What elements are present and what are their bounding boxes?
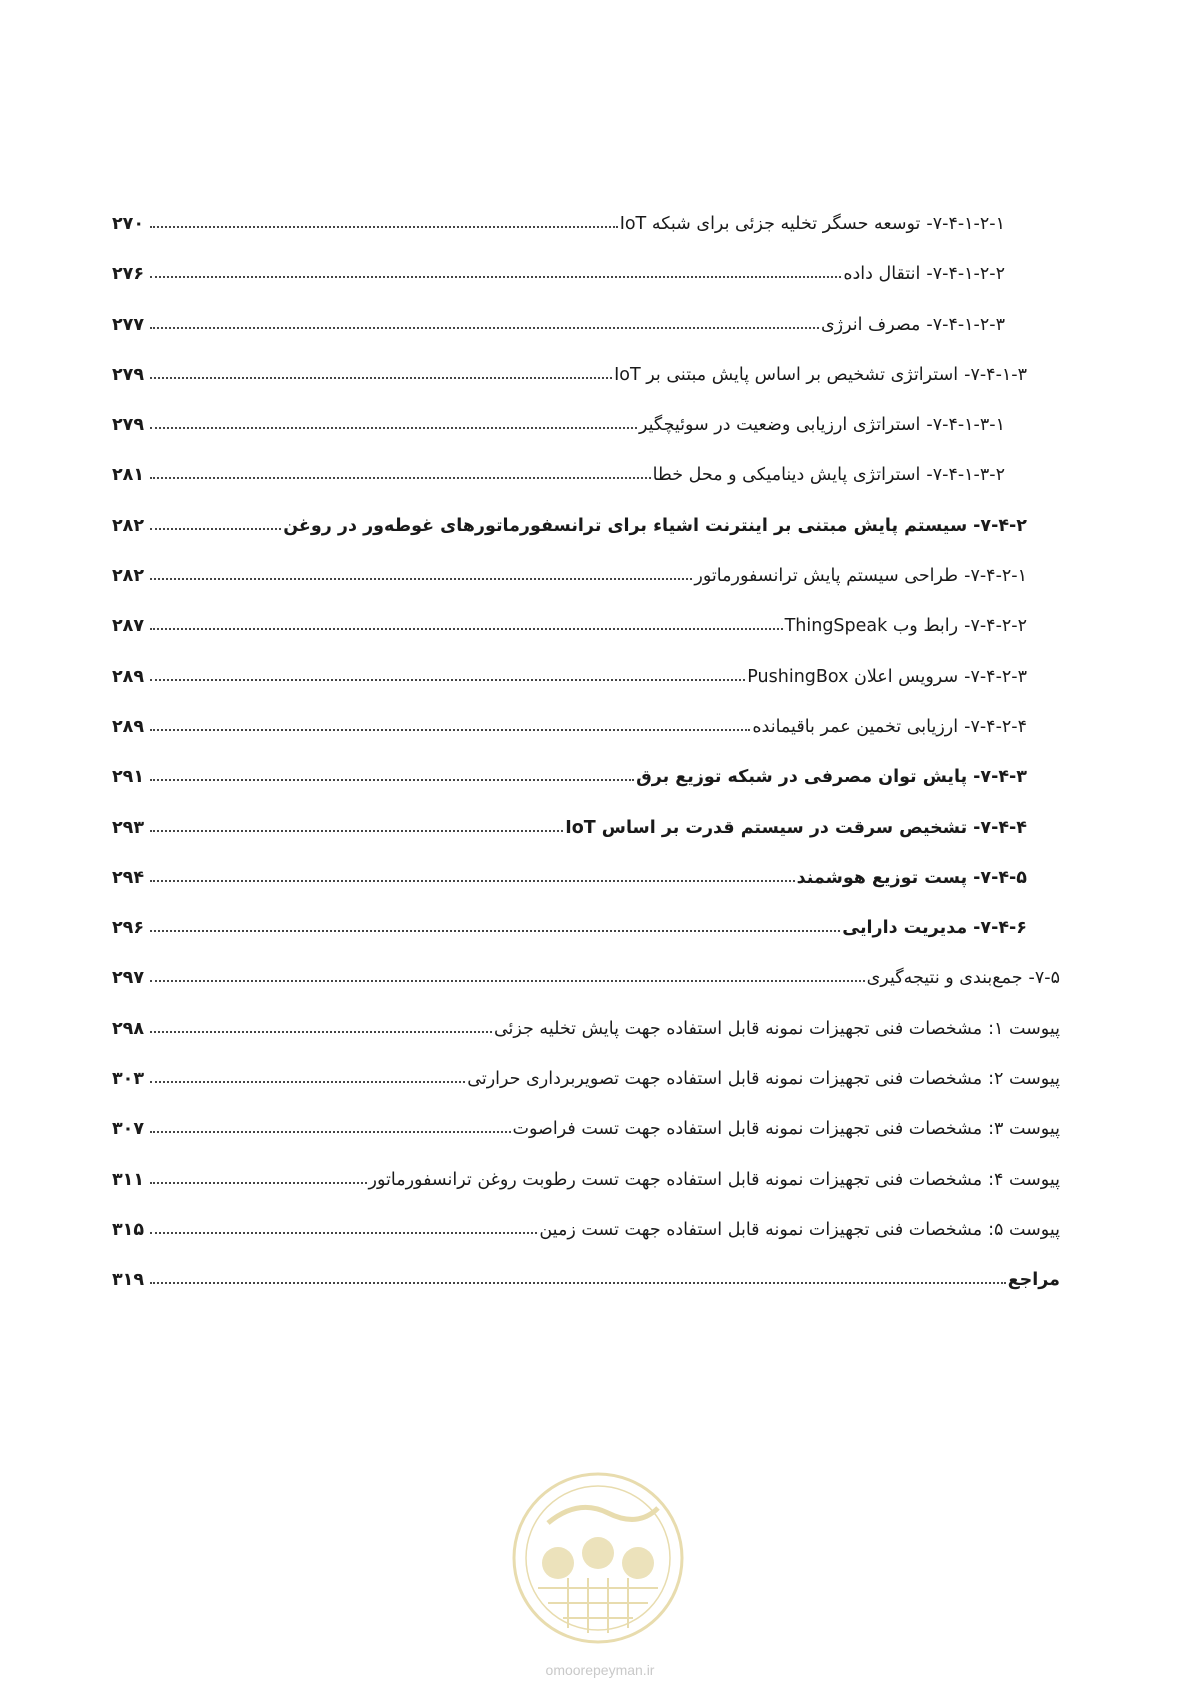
toc-title: توسعه حسگر تخلیه جزئی برای شبکه IoT	[619, 214, 921, 234]
toc-number: ۷-۴-۲-۴-	[964, 716, 1027, 737]
watermark-logo	[508, 1468, 688, 1648]
toc-number: پیوست ۲:	[988, 1069, 1060, 1090]
toc-title: طراحی سیستم پایش ترانسفورماتور	[694, 566, 959, 587]
toc-number: پیوست ۴:	[988, 1169, 1060, 1190]
dot-leader	[150, 477, 651, 479]
toc-title: پایش توان مصرفی در شبکه توزیع برق	[636, 767, 968, 788]
toc-number: ۷-۴-۱-۳-۱-	[926, 415, 1005, 436]
dot-leader	[150, 1131, 511, 1133]
toc-row[interactable]	[112, 258, 1060, 308]
toc-row[interactable]	[112, 862, 1060, 912]
toc-title: ارزیابی تخمین عمر باقیمانده	[752, 716, 959, 737]
toc-page-number: ۲۸۲	[112, 515, 145, 536]
toc-row[interactable]	[112, 1063, 1060, 1113]
toc-row[interactable]	[112, 1164, 1060, 1214]
toc-number: ۷-۴-۱-۲-۲-	[926, 264, 1005, 285]
toc-row[interactable]	[112, 761, 1060, 811]
toc-page-number: ۲۹۸	[112, 1018, 145, 1039]
dot-leader	[150, 327, 819, 329]
toc-page-number: ۲۷۰	[112, 214, 145, 234]
dot-leader	[150, 528, 281, 530]
toc-row[interactable]	[112, 610, 1060, 660]
toc-row[interactable]	[112, 208, 1060, 258]
dot-leader	[150, 377, 612, 379]
dot-leader	[150, 779, 634, 781]
toc-row[interactable]	[112, 359, 1060, 409]
website-watermark: omoorepeyman.ir	[545, 1662, 655, 1678]
toc-row[interactable]	[112, 1214, 1060, 1264]
dot-leader	[150, 226, 618, 228]
toc-title: تشخیص سرقت در سیستم قدرت بر اساس IoT	[565, 817, 968, 838]
toc-page-number: ۲۹۱	[112, 767, 145, 788]
dot-leader	[150, 679, 745, 681]
toc-title: مشخصات فنی تجهیزات نمونه قابل استفاده جهت تست رطوبت روغن ترانسفورماتور	[368, 1169, 983, 1190]
toc-title: مشخصات فنی تجهیزات نمونه قابل استفاده جهت تست فراصوت	[512, 1119, 983, 1140]
toc-number: ۷-۴-۶-	[973, 918, 1027, 939]
toc-page-number: ۲۷۶	[112, 264, 145, 285]
toc-title: پست توزیع هوشمند	[796, 867, 968, 888]
toc-page-number: ۲۹۷	[112, 968, 145, 989]
dot-leader	[150, 1232, 537, 1234]
toc-title: مشخصات فنی تجهیزات نمونه قابل استفاده جهت تست زمین	[539, 1219, 983, 1240]
toc-row[interactable]	[112, 711, 1060, 761]
toc-row[interactable]	[112, 661, 1060, 711]
toc-row[interactable]	[112, 912, 1060, 962]
toc-page-number: ۲۷۷	[112, 314, 145, 335]
dot-leader	[150, 427, 637, 429]
toc-row[interactable]	[112, 459, 1060, 509]
toc-number: ۷-۴-۲-	[973, 515, 1027, 536]
toc-title: استراتژی ارزیابی وضعیت در سوئیچگیر	[638, 415, 921, 436]
toc-row[interactable]	[112, 560, 1060, 610]
toc-number: پیوست ۱:	[988, 1018, 1060, 1039]
toc-page-number: ۲۸۹	[112, 666, 145, 687]
toc-number: ۷-۴-۳-	[973, 767, 1027, 788]
toc-page-number: ۳۰۷	[112, 1119, 145, 1140]
toc-title: مدیریت دارایی	[842, 918, 968, 939]
dot-leader	[150, 276, 841, 278]
toc-page-number: ۲۷۹	[112, 364, 145, 385]
toc-row[interactable]	[112, 1264, 1060, 1314]
dot-leader	[150, 628, 783, 630]
toc-title: جمع‌بندی و نتیجه‌گیری	[866, 968, 1023, 989]
toc-page-number: ۲۹۴	[112, 867, 145, 888]
table-of-contents	[112, 208, 1060, 1315]
toc-row[interactable]	[112, 409, 1060, 459]
toc-row[interactable]	[112, 812, 1060, 862]
toc-number: ۷-۴-۲-۱-	[964, 566, 1027, 587]
toc-number: ۷-۴-۱-۲-۳-	[926, 314, 1005, 335]
dot-leader	[150, 930, 840, 932]
toc-title: انتقال داده	[843, 264, 921, 285]
toc-row[interactable]	[112, 309, 1060, 359]
dot-leader	[150, 1081, 465, 1083]
toc-page-number: ۳۱۱	[112, 1169, 145, 1190]
toc-page-number: ۲۸۷	[112, 616, 145, 637]
toc-page-number: ۳۱۹	[112, 1270, 145, 1291]
toc-title: استراتژی پایش دینامیکی و محل خطا	[652, 465, 921, 486]
toc-number: ۷-۴-۴-	[973, 817, 1027, 838]
toc-page-number: ۲۸۹	[112, 716, 145, 737]
toc-page-number: ۳۰۳	[112, 1069, 145, 1090]
toc-page-number: ۲۷۹	[112, 415, 145, 436]
toc-title: مشخصات فنی تجهیزات نمونه قابل استفاده جهت پایش تخلیه جزئی	[493, 1018, 983, 1039]
toc-title: مراجع	[1007, 1270, 1060, 1291]
toc-title: سیستم پایش مبتنی بر اینترنت اشیاء برای ترانسفورماتورهای غوطه‌ور در روغن	[283, 515, 968, 536]
toc-number: ۷-۴-۲-۲-	[964, 616, 1027, 637]
toc-title: سرویس اعلان PushingBox	[747, 666, 959, 687]
toc-page-number: ۳۱۵	[112, 1219, 145, 1240]
toc-number: ۷-۴-۱-۲-۱-	[926, 214, 1005, 234]
toc-number: پیوست ۳:	[988, 1119, 1060, 1140]
toc-page-number: ۲۸۲	[112, 566, 145, 587]
toc-title: مشخصات فنی تجهیزات نمونه قابل استفاده جهت تصویربرداری حرارتی	[467, 1069, 983, 1090]
toc-number: ۷-۴-۲-۳-	[964, 666, 1027, 687]
toc-number: ۷-۴-۱-۳-۲-	[926, 465, 1005, 486]
toc-title: رابط وب ThingSpeak	[784, 616, 959, 637]
dot-leader	[150, 830, 563, 832]
toc-number: ۷-۵-	[1028, 968, 1060, 989]
toc-number: ۷-۴-۵-	[973, 867, 1027, 888]
toc-row[interactable]	[112, 1113, 1060, 1163]
toc-title: استراتژی تشخیص بر اساس پایش مبتنی بر IoT	[614, 364, 959, 385]
toc-number: پیوست ۵:	[988, 1219, 1060, 1240]
toc-page-number: ۲۹۳	[112, 817, 145, 838]
dot-leader	[150, 729, 750, 731]
dot-leader	[150, 980, 865, 982]
dot-leader	[150, 1182, 367, 1184]
toc-number: ۷-۴-۱-۳-	[964, 364, 1027, 385]
dot-leader	[150, 578, 692, 580]
dot-leader	[150, 880, 795, 882]
toc-page-number: ۲۹۶	[112, 918, 145, 939]
dot-leader	[150, 1282, 1006, 1284]
toc-title: مصرف انرژی	[820, 314, 921, 335]
toc-page-number: ۲۸۱	[112, 465, 145, 486]
toc-row[interactable]	[112, 1013, 1060, 1063]
dot-leader	[150, 1031, 492, 1033]
toc-row[interactable]	[112, 510, 1060, 560]
toc-row[interactable]	[112, 962, 1060, 1012]
